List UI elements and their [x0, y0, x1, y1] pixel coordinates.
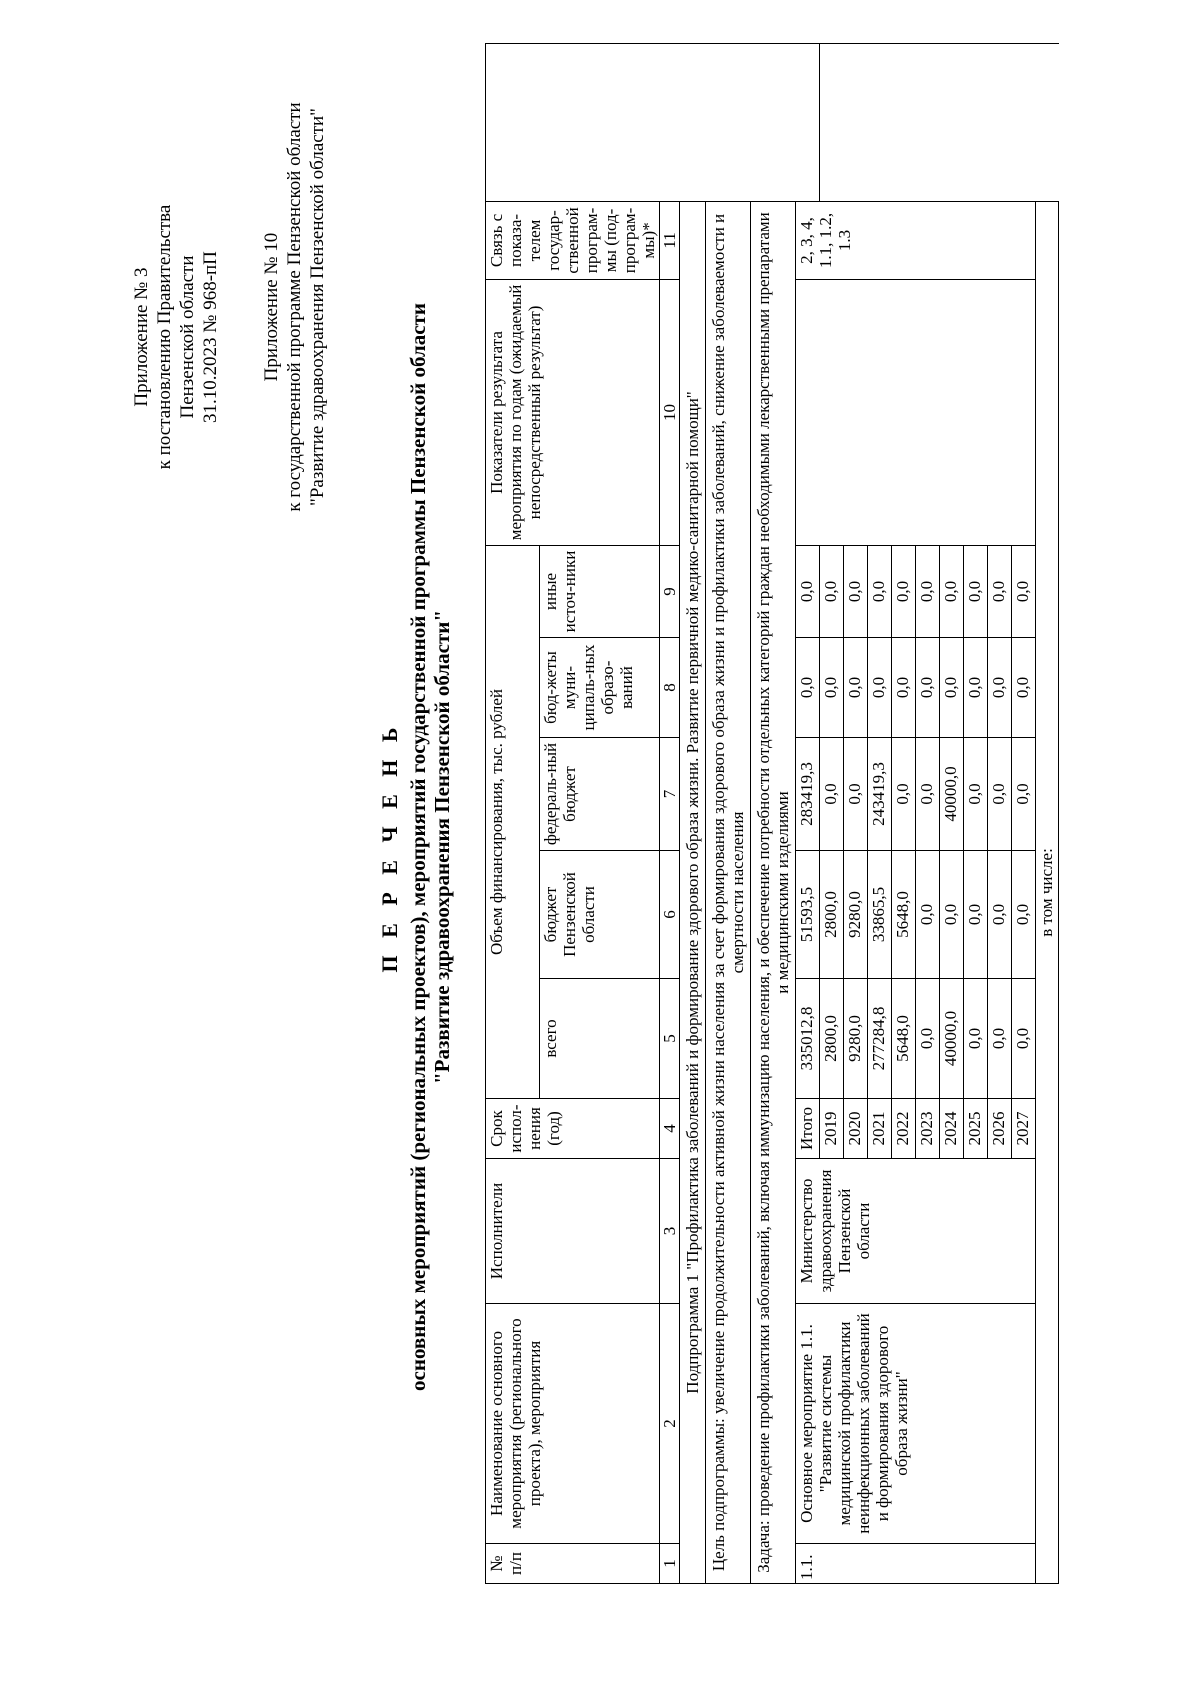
- header-term: Срок испол-нения (год): [486, 1099, 660, 1159]
- regional-cell: 0,0: [988, 851, 1012, 979]
- header-federal: федераль-ный бюджет: [540, 738, 660, 851]
- year-cell: Итого: [796, 1099, 820, 1159]
- municipal-cell: 0,0: [796, 638, 820, 738]
- task-row: [751, 43, 796, 1583]
- column-number: 10: [660, 279, 680, 545]
- total-cell: 9280,0: [844, 979, 868, 1099]
- total-cell: 40000,0: [940, 979, 964, 1099]
- other-cell: 0,0: [868, 545, 892, 637]
- title-main: П Е Р Е Ч Е Н Ь: [377, 721, 402, 973]
- results-cell: [796, 279, 1036, 545]
- total-cell: 0,0: [1012, 979, 1036, 1099]
- column-number: 7: [660, 738, 680, 851]
- federal-cell: 0,0: [964, 738, 988, 851]
- column-number: 6: [660, 851, 680, 979]
- column-number: 1: [660, 1544, 680, 1584]
- federal-cell: 0,0: [820, 738, 844, 851]
- municipal-cell: 0,0: [844, 638, 868, 738]
- other-cell: 0,0: [892, 545, 916, 637]
- column-number-row: [660, 43, 680, 1583]
- other-cell: 0,0: [964, 545, 988, 637]
- header-executor: Исполнители: [486, 1159, 660, 1304]
- total-cell: 0,0: [916, 979, 940, 1099]
- subprogram-goal: Цель подпрограммы: увеличение продолжительности активной жизни населения за счет формирования здорового образа жизни и профилактики заболеваний, снижение заболеваемости и смертности населения: [706, 201, 751, 1583]
- total-cell: 335012,8: [796, 979, 820, 1099]
- municipal-cell: 0,0: [964, 638, 988, 738]
- appendix-3-line: 31.10.2023 № 968-пП: [200, 251, 221, 423]
- activities-table: [485, 43, 1059, 1584]
- header-total: всего: [540, 979, 660, 1099]
- subprogram-title: Подпрограмма 1 "Профилактика заболеваний и формирование здорового образа жизни. Развитие первичной медико-санитарной помощи": [680, 201, 706, 1583]
- municipal-cell: 0,0: [940, 638, 964, 738]
- appendix-3-header: [130, 157, 222, 517]
- link-cell: 2, 3, 4, 1.1, 1.2, 1.3: [796, 201, 1036, 279]
- federal-cell: 40000,0: [940, 738, 964, 851]
- total-cell: 277284,8: [868, 979, 892, 1099]
- year-cell: 2027: [1012, 1099, 1036, 1159]
- activity-executor: Министерство здравоохранения Пензенской области: [796, 1159, 1036, 1304]
- header-regional: бюджет Пензенской области: [540, 851, 660, 979]
- federal-cell: 243419,3: [868, 738, 892, 851]
- municipal-cell: 0,0: [868, 638, 892, 738]
- including-row: [1036, 43, 1059, 1583]
- regional-cell: 33865,5: [868, 851, 892, 979]
- year-cell: 2024: [940, 1099, 964, 1159]
- regional-cell: 5648,0: [892, 851, 916, 979]
- appendix-10-line: "Развитие здравоохранения Пензенской области": [307, 108, 328, 506]
- regional-cell: 0,0: [916, 851, 940, 979]
- total-cell: 5648,0: [892, 979, 916, 1099]
- column-number: 5: [660, 979, 680, 1099]
- year-cell: 2026: [988, 1099, 1012, 1159]
- column-number: 9: [660, 545, 680, 637]
- other-cell: 0,0: [940, 545, 964, 637]
- total-cell: 2800,0: [820, 979, 844, 1099]
- regional-cell: 9280,0: [844, 851, 868, 979]
- activity-number: 1.1.: [796, 1544, 1036, 1584]
- year-cell: 2019: [820, 1099, 844, 1159]
- title-line: "Развитие здравоохранения Пензенской области": [430, 609, 454, 1085]
- title-line: основных мероприятий (региональных проектов), мероприятий государственной программы Пензенской области: [406, 303, 430, 1391]
- column-number: 8: [660, 638, 680, 738]
- federal-cell: 0,0: [988, 738, 1012, 851]
- year-cell: 2025: [964, 1099, 988, 1159]
- subprogram-task: Задача: проведение профилактики заболеваний, включая иммунизацию населения, и обеспечение потребности отдельных категорий граждан необходимыми лекарственными препаратами и медицинскими изделиями: [751, 201, 796, 1583]
- year-cell: 2022: [892, 1099, 916, 1159]
- table-row: [796, 43, 820, 1583]
- appendix-10-line: Приложение № 10: [261, 232, 282, 382]
- header-municipal: бюд-жеты муни-ципаль-ных образо-ваний: [540, 638, 660, 738]
- header-funding: Объем финансирования, тыс. рублей: [486, 545, 540, 1098]
- appendix-10-header: [260, 57, 329, 557]
- year-cell: 2023: [916, 1099, 940, 1159]
- subprogram-row: [680, 43, 706, 1583]
- regional-cell: 51593,5: [796, 851, 820, 979]
- municipal-cell: 0,0: [892, 638, 916, 738]
- right-margin-cell: [486, 43, 820, 201]
- column-number: 4: [660, 1099, 680, 1159]
- federal-cell: 283419,3: [796, 738, 820, 851]
- header-link: Связь с показа-телем государ-ственной програм-мы (под-програм-мы)*: [486, 201, 660, 279]
- total-cell: 0,0: [964, 979, 988, 1099]
- municipal-cell: 0,0: [1012, 638, 1036, 738]
- regional-cell: 0,0: [940, 851, 964, 979]
- regional-cell: 2800,0: [820, 851, 844, 979]
- federal-cell: 0,0: [916, 738, 940, 851]
- header-name: Наименование основного мероприятия (регионального проекта), мероприятия: [486, 1304, 660, 1544]
- header-results: Показатели результата мероприятия по годам (ожидаемый непосредственный результат): [486, 279, 660, 545]
- goal-row: [706, 43, 751, 1583]
- municipal-cell: 0,0: [916, 638, 940, 738]
- other-cell: 0,0: [844, 545, 868, 637]
- appendix-3-line: к постановлению Правительства: [154, 204, 175, 470]
- federal-cell: 0,0: [892, 738, 916, 851]
- other-cell: 0,0: [916, 545, 940, 637]
- including-label: в том числе:: [1036, 201, 1059, 1583]
- year-cell: 2021: [868, 1099, 892, 1159]
- appendix-3-line: Пензенской области: [177, 255, 198, 419]
- other-cell: 0,0: [988, 545, 1012, 637]
- header-row: [486, 43, 540, 1583]
- document-title: [378, 57, 454, 1637]
- other-cell: 0,0: [1012, 545, 1036, 637]
- total-cell: 0,0: [988, 979, 1012, 1099]
- regional-cell: 0,0: [1012, 851, 1036, 979]
- appendix-3-line: Приложение № 3: [131, 267, 152, 407]
- header-other: иные источ-ники: [540, 545, 660, 637]
- federal-cell: 0,0: [844, 738, 868, 851]
- column-number: 11: [660, 201, 680, 279]
- header-num: № п/п: [486, 1544, 660, 1584]
- federal-cell: 0,0: [1012, 738, 1036, 851]
- regional-cell: 0,0: [964, 851, 988, 979]
- column-number: 2: [660, 1304, 680, 1544]
- municipal-cell: 0,0: [988, 638, 1012, 738]
- other-cell: 0,0: [820, 545, 844, 637]
- municipal-cell: 0,0: [820, 638, 844, 738]
- activity-name: Основное мероприятие 1.1. "Развитие системы медицинской профилактики неинфекционных заболеваний и формирования здорового образа жизни": [796, 1304, 1036, 1544]
- year-cell: 2020: [844, 1099, 868, 1159]
- other-cell: 0,0: [796, 545, 820, 637]
- appendix-10-line: к государственной программе Пензенской области: [284, 102, 305, 512]
- column-number: 3: [660, 1159, 680, 1304]
